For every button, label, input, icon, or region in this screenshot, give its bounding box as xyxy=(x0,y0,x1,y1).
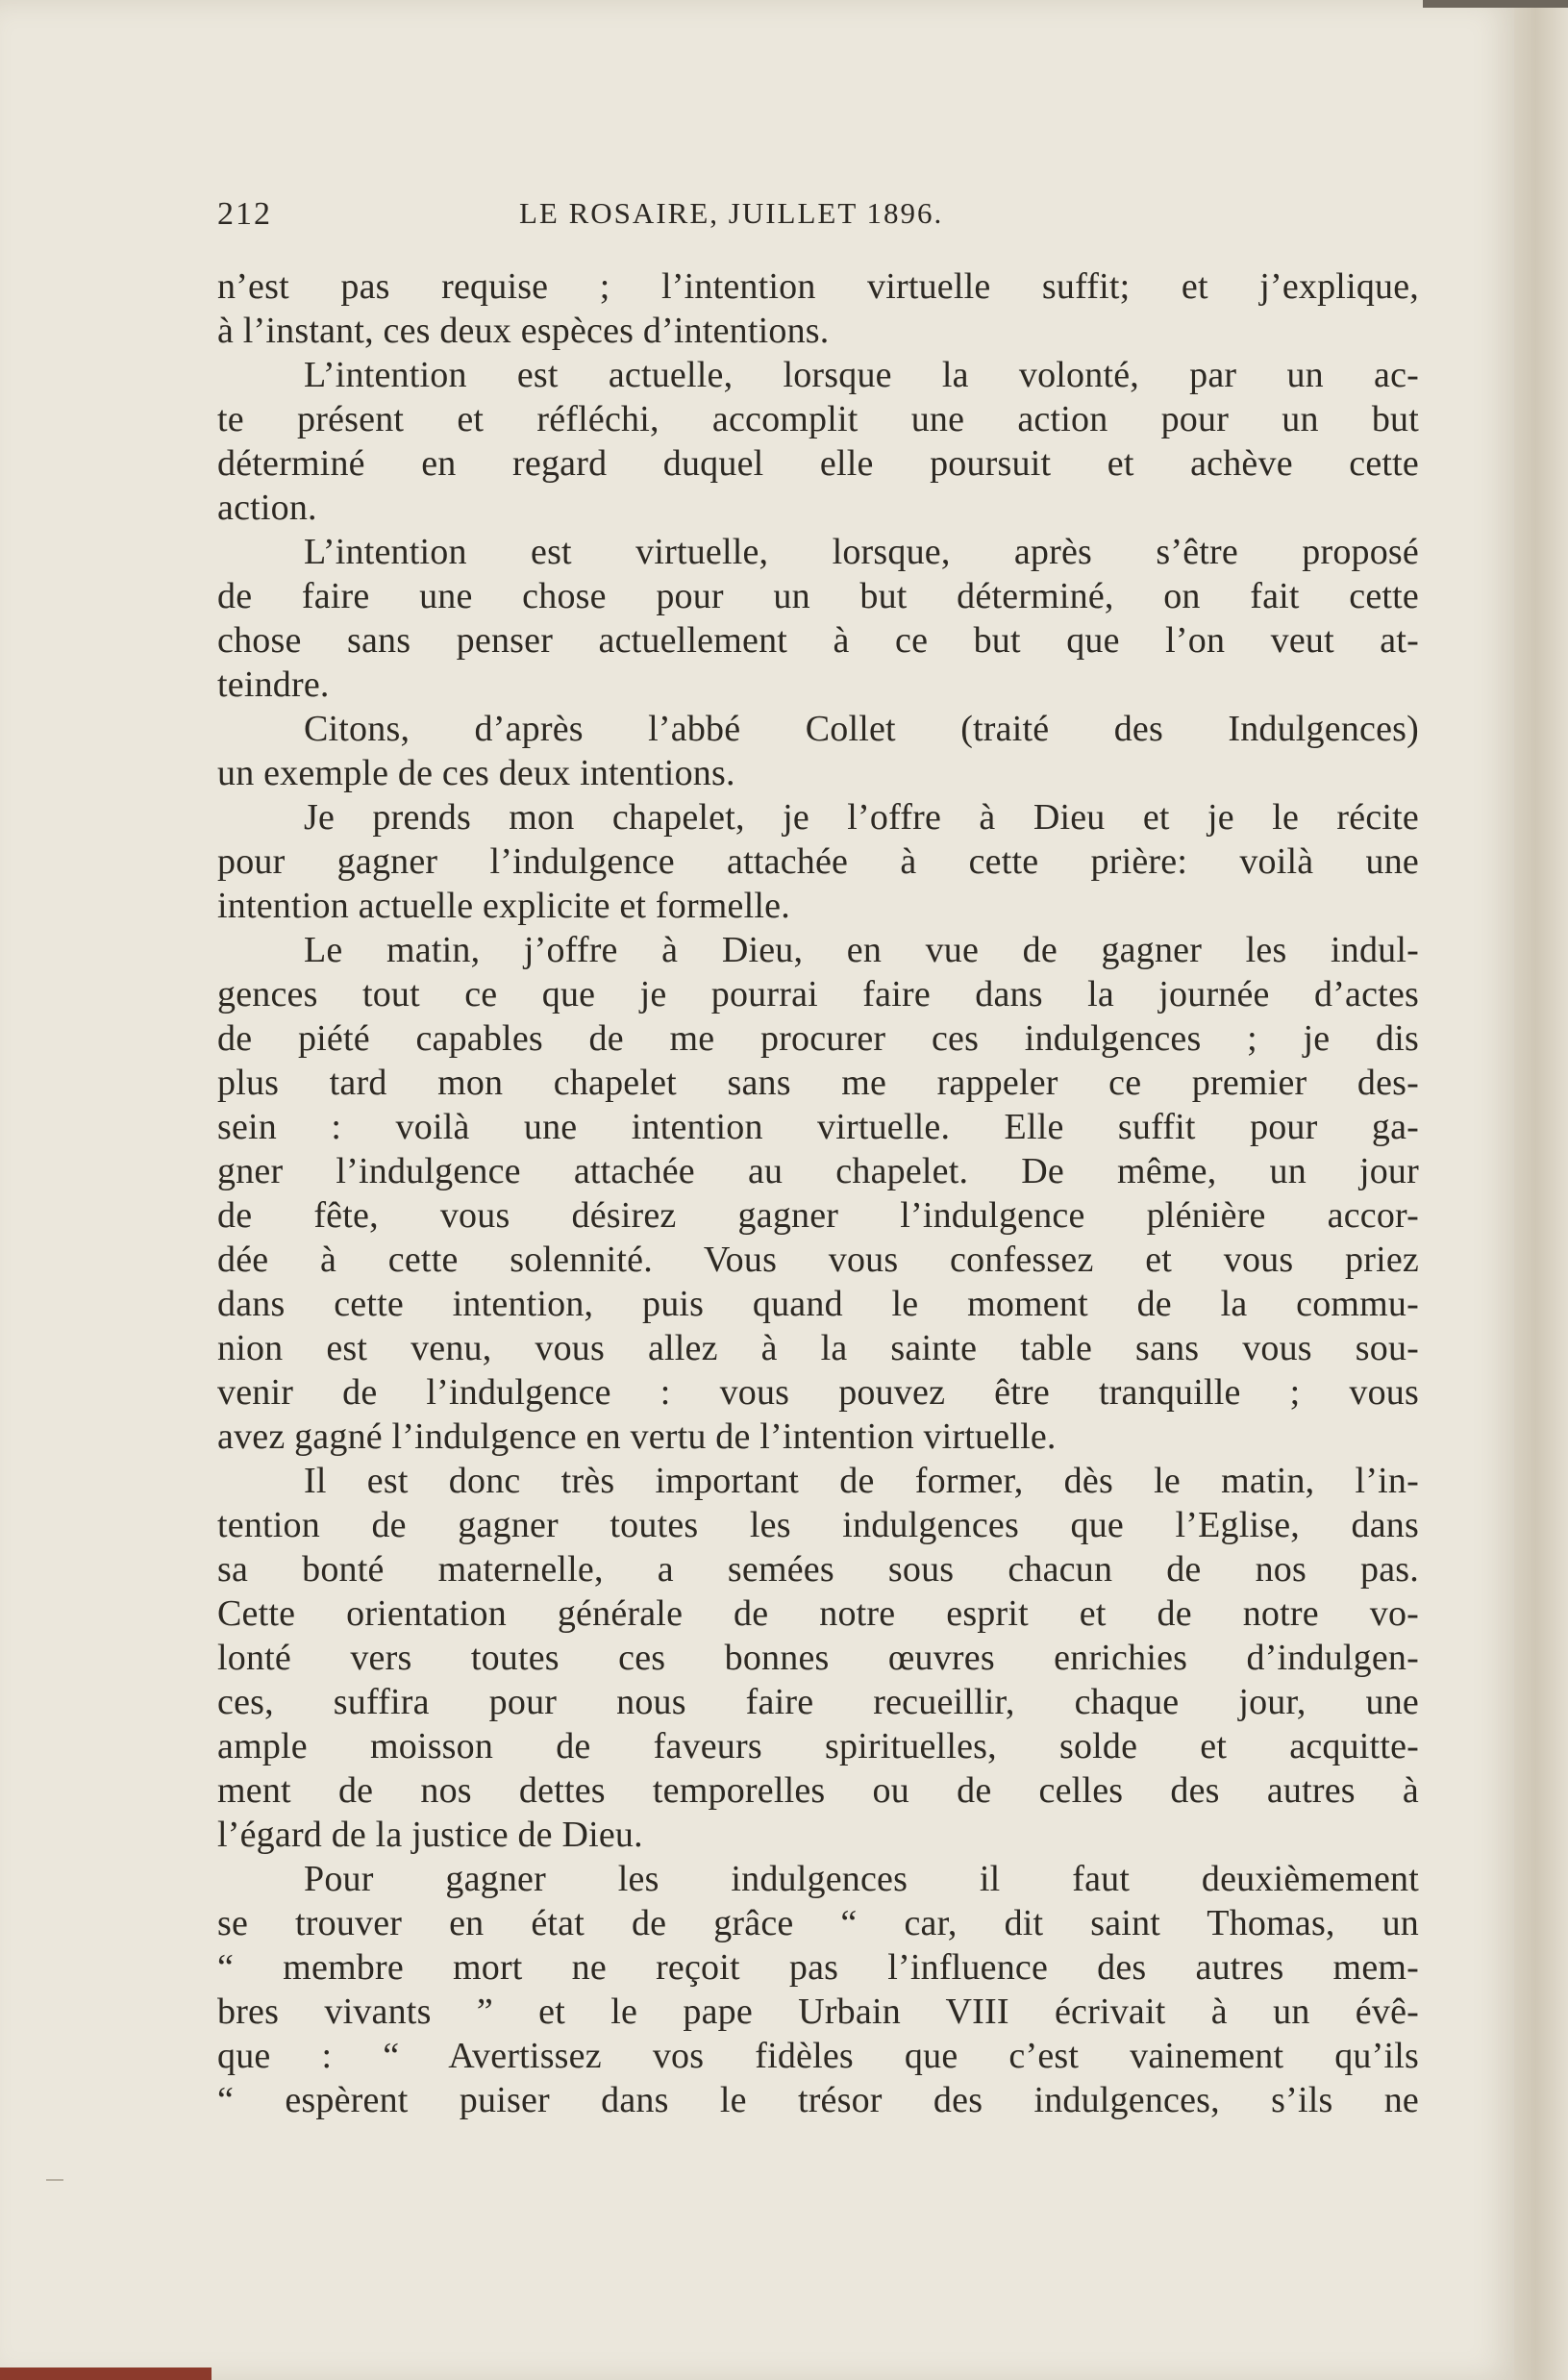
text-line: Citons, d’après l’abbé Collet (traité des Indulgences) xyxy=(304,709,1419,749)
text-line: dans cette intention, puis quand le moment de la commu- xyxy=(217,1284,1419,1324)
text-line: bres vivants ” et le pape Urbain VIII écrivait à un évê- xyxy=(217,1992,1419,2032)
text-line: déterminé en regard duquel elle poursuit et achève cette xyxy=(217,443,1419,484)
text-line: sa bonté maternelle, a semées sous chacun de nos pas. xyxy=(217,1549,1419,1590)
text-line: sein : voilà une intention virtuelle. Elle suffit pour ga- xyxy=(217,1107,1419,1147)
text-line: se trouver en état de grâce “ car, dit saint Thomas, un xyxy=(217,1903,1419,1943)
text-line: plus tard mon chapelet sans me rappeler ce premier des- xyxy=(217,1063,1419,1103)
text-line: Le matin, j’offre à Dieu, en vue de gagner les indul- xyxy=(304,930,1419,970)
text-line: avez gagné l’indulgence en vertu de l’intention virtuelle. xyxy=(217,1416,1057,1457)
text-line: dée à cette solennité. Vous vous confessez et vous priez xyxy=(217,1240,1419,1280)
text-line: chose sans penser actuellement à ce but que l’on veut at- xyxy=(217,620,1419,661)
text-line: venir de l’indulgence : vous pouvez être tranquille ; vous xyxy=(217,1372,1419,1413)
text-line: L’intention est virtuelle, lorsque, après s’être proposé xyxy=(304,532,1419,572)
text-line: Pour gagner les indulgences il faut deuxièmement xyxy=(304,1859,1419,1899)
text-line: “ espèrent puiser dans le trésor des indulgences, s’ils ne xyxy=(217,2080,1419,2120)
text-line: de fête, vous désirez gagner l’indulgence plénière accor- xyxy=(217,1195,1419,1236)
text-line: à l’instant, ces deux espèces d’intentions. xyxy=(217,311,830,351)
text-line: Je prends mon chapelet, je l’offre à Dieu et je le récite xyxy=(304,797,1419,838)
page-edge xyxy=(1514,0,1568,2380)
text-line: de piété capables de me procurer ces indulgences ; je dis xyxy=(217,1018,1419,1059)
text-line: n’est pas requise ; l’intention virtuelle suffit; et j’explique, xyxy=(217,266,1419,307)
text-line: gences tout ce que je pourrai faire dans la journée d’actes xyxy=(217,974,1419,1015)
text-line: de faire une chose pour un but déterminé, on fait cette xyxy=(217,576,1419,616)
text-line: te présent et réfléchi, accomplit une action pour un but xyxy=(217,399,1419,439)
text-line: que : “ Avertissez vos fidèles que c’est vainement qu’ils xyxy=(217,2036,1419,2076)
page-header xyxy=(217,196,1419,254)
page-mark xyxy=(46,2179,63,2181)
text-line: l’égard de la justice de Dieu. xyxy=(217,1815,643,1855)
text-line: un exemple de ces deux intentions. xyxy=(217,753,735,793)
text-line: Il est donc très important de former, dès le matin, l’in- xyxy=(304,1461,1419,1501)
page-number: 212 xyxy=(217,196,272,232)
text-line: intention actuelle explicite et formelle. xyxy=(217,886,790,926)
body-text xyxy=(217,264,1419,2122)
text-line: gner l’indulgence attachée au chapelet. De même, un jour xyxy=(217,1151,1419,1191)
text-line: ces, suffira pour nous faire recueillir, chaque jour, une xyxy=(217,1682,1419,1722)
text-line: nion est venu, vous allez à la sainte table sans vous sou- xyxy=(217,1328,1419,1368)
text-line: ample moisson de faveurs spirituelles, solde et acquitte- xyxy=(217,1726,1419,1766)
top-shadow xyxy=(1423,0,1568,8)
text-line: ment de nos dettes temporelles ou de celles des autres à xyxy=(217,1770,1419,1811)
text-line: Cette orientation générale de notre esprit et de notre vo- xyxy=(217,1593,1419,1634)
binding-strip xyxy=(0,2367,212,2380)
text-line: teindre. xyxy=(217,664,330,705)
running-title: LE ROSAIRE, JUILLET 1896. xyxy=(519,196,944,230)
text-line: “ membre mort ne reçoit pas l’influence des autres mem- xyxy=(217,1947,1419,1988)
text-line: action. xyxy=(217,488,317,528)
text-line: L’intention est actuelle, lorsque la volonté, par un ac- xyxy=(304,355,1419,395)
text-line: lonté vers toutes ces bonnes œuvres enrichies d’indulgen- xyxy=(217,1638,1419,1678)
text-line: pour gagner l’indulgence attachée à cette prière: voilà une xyxy=(217,841,1419,882)
text-line: tention de gagner toutes les indulgences que l’Eglise, dans xyxy=(217,1505,1419,1545)
